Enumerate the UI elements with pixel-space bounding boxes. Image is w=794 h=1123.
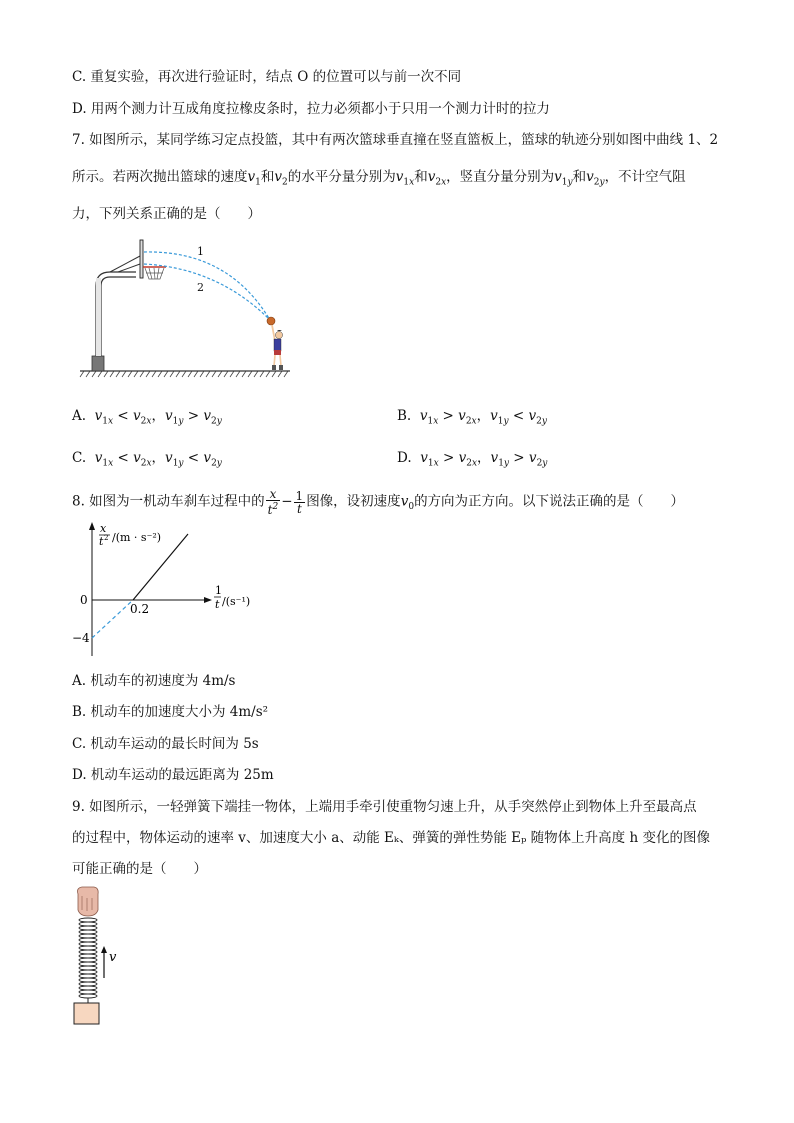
basketball-figure (78, 238, 298, 380)
q8-option-c: C. 机动车运动的最长时间为 5s (72, 736, 259, 752)
player-figure (267, 317, 283, 370)
q8-option-a: A. 机动车的初速度为 4m/s (72, 673, 236, 689)
block (74, 1003, 99, 1024)
spring-figure (66, 886, 136, 1026)
q8-option-d: D. 机动车运动的最远距离为 25m (72, 767, 274, 783)
y-axis-unit: /(m · s⁻²) (112, 531, 162, 544)
q7-option-b: B. $v_{1x} > v_{2x}$，$v_{1y} < v_{2y}$ (397, 408, 547, 427)
q7-stem-line2: 所示。若两次抛出篮球的速度$v_1$和$v_2$的水平分量分别为$v_{1x}$和$v_{2x}$，竖直分量分别为$v_{1y}$和$v_{2y}$，不计空气阻 (72, 169, 686, 188)
trajectory-curve-2 (144, 264, 270, 320)
spring (79, 918, 97, 998)
origin-label: 0 (80, 593, 88, 607)
q7-stem-line3: 力，下列关系正确的是（ ） (72, 206, 261, 222)
graph-line-dashed (92, 600, 133, 638)
y-axis-arrow (89, 522, 95, 530)
svg-text:1: 1 (215, 584, 222, 597)
q8-graph (70, 520, 270, 658)
x-tick-label: 0.2 (130, 602, 150, 616)
q7-option-c: C. $v_{1x} < v_{2x}$，$v_{1y} < v_{2y}$ (72, 450, 222, 469)
svg-text:2: 2 (104, 534, 109, 542)
pole-base (92, 356, 104, 371)
y-label-t2: t (99, 535, 104, 548)
q8-option-b: B. 机动车的加速度大小为 4m/s² (72, 704, 269, 720)
backboard (140, 240, 143, 278)
curve-1-label: 1 (197, 245, 204, 258)
y-label-x: x (100, 522, 107, 535)
velocity-label: v (109, 950, 117, 965)
q9-stem-line1: 9. 如图所示，一轻弹簧下端挂一物体，上端用手牵引使重物匀速上升，从手突然停止到物体上升至最高点 (72, 799, 697, 815)
q9-stem-line3: 可能正确的是（ ） (72, 861, 207, 877)
svg-text:t: t (215, 598, 220, 611)
y-tick-label: −4 (72, 631, 90, 645)
q9-stem-line2: 的过程中，物体运动的速率 v、加速度大小 a、动能 Eₖ、弹簧的弹性势能 Eₚ 随物体上升高度 h 变化的图像 (72, 830, 710, 846)
hand-icon (78, 887, 99, 916)
q6-option-d: D. 用两个测力计互成角度拉橡皮条时，拉力必须都小于只用一个测力计时的拉力 (72, 101, 550, 117)
q7-stem-line1: 7. 如图所示，某同学练习定点投篮，其中有两次篮球垂直撞在竖直篮板上，篮球的轨迹分别如图中曲线 1、2 (72, 132, 719, 148)
net (145, 268, 164, 279)
x-axis-unit: /(s⁻¹) (222, 595, 251, 608)
x-axis-arrow (204, 597, 212, 603)
q6-option-c: C. 重复实验，再次进行验证时，结点 O 的位置可以与前一次不同 (72, 69, 462, 85)
q7-option-a: A. $v_{1x} < v_{2x}$，$v_{1y} > v_{2y}$ (72, 408, 222, 427)
curve-2-label: 2 (197, 281, 204, 294)
hoop-pole (96, 272, 136, 356)
q8-stem-line1: 8. 如图为一机动车刹车过程中的 $\frac{x}{t^2}$ − $\frac{1}{t}$ 图像，设初速度$v_0$的方向为正方向。以下说法正确的是（ ） (72, 487, 685, 517)
trajectory-curve-1 (144, 252, 270, 320)
q7-option-d: D. $v_{1x} > v_{2x}$，$v_{1y} > v_{2y}$ (397, 450, 548, 469)
